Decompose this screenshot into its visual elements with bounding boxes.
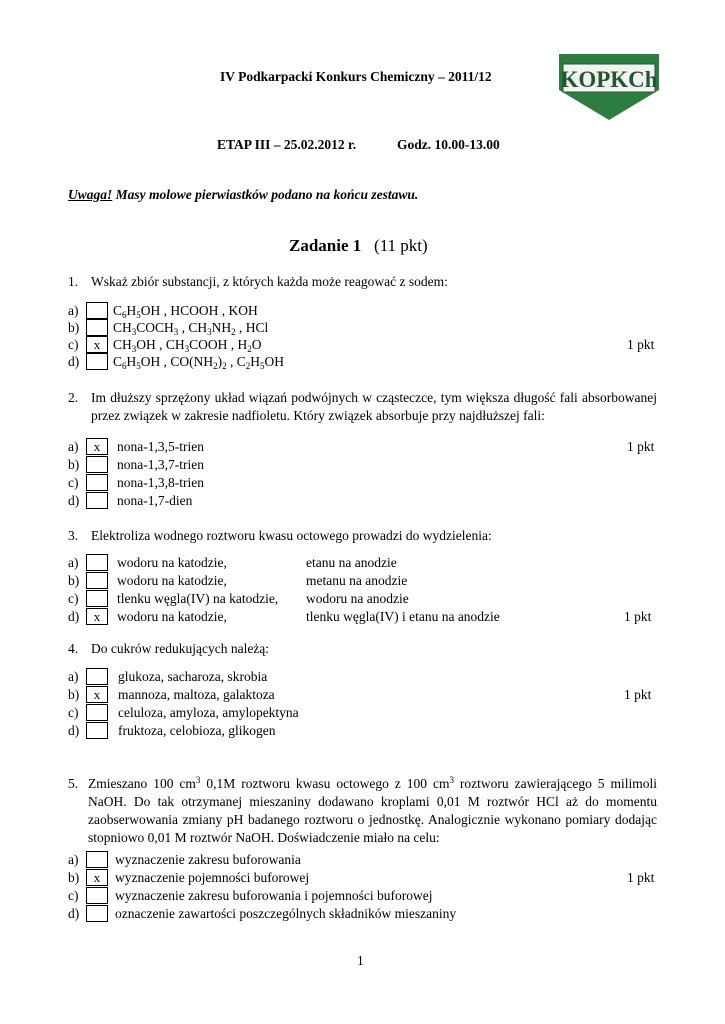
page-number: 1 bbox=[357, 953, 364, 968]
q4-checkbox-b[interactable]: x bbox=[86, 686, 108, 703]
q3-option-c-cathode: tlenku węgla(IV) na katodzie, bbox=[117, 591, 279, 606]
q4-letter-b: b) bbox=[68, 687, 80, 702]
q1-letter-c: c) bbox=[68, 337, 79, 352]
q2-checkbox-b[interactable] bbox=[86, 456, 108, 473]
kopkch-logo bbox=[557, 54, 661, 120]
warning-label: Uwaga! bbox=[68, 187, 113, 202]
q4-checkbox-d[interactable] bbox=[86, 722, 108, 739]
q3-option-c-anode: wodoru na anodzie bbox=[306, 591, 409, 606]
task-title: Zadanie 1 bbox=[289, 236, 362, 255]
q2-checkbox-a[interactable]: x bbox=[86, 438, 108, 455]
stage-info: ETAP III – 25.02.2012 r. bbox=[217, 137, 357, 152]
q2-option-b: nona-1,3,7-trien bbox=[117, 457, 204, 472]
q3-option-a-anode: etanu na anodzie bbox=[306, 555, 397, 570]
q2-letter-c: c) bbox=[68, 475, 79, 490]
q2-points: 1 pkt bbox=[627, 439, 655, 454]
q4-option-d: fruktoza, celobioza, glikogen bbox=[118, 723, 276, 738]
q5-option-b: wyznaczenie pojemności buforowej bbox=[115, 870, 310, 885]
q4-option-c: celuloza, amyloza, amylopektyna bbox=[118, 705, 299, 720]
q4-points: 1 pkt bbox=[624, 687, 652, 702]
q2-letter-d: d) bbox=[68, 493, 80, 508]
q5-points: 1 pkt bbox=[627, 870, 655, 885]
q2-option-c: nona-1,3,8-trien bbox=[117, 475, 204, 490]
q2-text: Im dłuższy sprzężony układ wiązań podwójnych w cząsteczce, tym większa długość fali absorbowanej przez związek w zakresie nadfioletu. Który związek absorbuje przy najdłuższej fali: bbox=[91, 390, 657, 423]
competition-title: IV Podkarpacki Konkurs Chemiczny – 2011/12 bbox=[220, 69, 492, 84]
q5-number: 5. bbox=[68, 776, 79, 791]
warning-text: Masy molowe pierwiastków podano na końcu zestawu. bbox=[112, 187, 419, 202]
q4-letter-a: a) bbox=[68, 669, 79, 684]
q5-text: Zmieszano 100 $cm^3$ 0,1M roztworu kwasu octowego z 100 $cm^3$ roztworu zawierającego 5 milimoli NaOH. Do tak otrzymanej mieszaniny dodawano kroplami 0,01 M roztwór HCl aż do momentu zaobserwowania zmiany pH badanego roztworu o jednostkę. Analogicznie wykonano pomiary dodając stopniowo 0,01 M roztwór NaOH. Doświadczenie miało na celu: bbox=[88, 775, 657, 845]
q3-checkbox-c[interactable] bbox=[86, 590, 108, 607]
q1-checkbox-b[interactable] bbox=[86, 319, 108, 336]
q3-text: Elektroliza wodnego roztworu kwasu octowego prowadzi do wydzielenia: bbox=[91, 528, 492, 543]
q5-letter-a: a) bbox=[68, 852, 79, 867]
q5-option-a: wyznaczenie zakresu buforowania bbox=[115, 852, 301, 867]
q4-checkbox-a[interactable] bbox=[86, 668, 108, 685]
exam-hours: Godz. 10.00-13.00 bbox=[397, 137, 500, 152]
q3-option-a-cathode: wodoru na katodzie, bbox=[117, 555, 227, 570]
q2-number: 2. bbox=[68, 390, 79, 405]
q4-text: Do cukrów redukujących należą: bbox=[91, 641, 270, 656]
q3-option-d-anode: tlenku węgla(IV) i etanu na anodzie bbox=[306, 609, 500, 624]
q1-letter-d: d) bbox=[68, 354, 80, 369]
q1-checkbox-a[interactable] bbox=[86, 302, 108, 319]
q3-letter-c: c) bbox=[68, 591, 79, 606]
q5-checkbox-c[interactable] bbox=[86, 887, 108, 904]
q1-option-d: $C_6H_5OH$ , $CO(NH_2)_2$ , $C_2H_5OH$ bbox=[113, 354, 285, 371]
svg-text:KOPKCh: KOPKCh bbox=[560, 67, 658, 92]
q3-letter-a: a) bbox=[68, 555, 79, 570]
q2-checkbox-d[interactable] bbox=[86, 492, 108, 509]
q3-points: 1 pkt bbox=[624, 609, 652, 624]
q2-option-d: nona-1,7-dien bbox=[117, 493, 193, 508]
q5-letter-c: c) bbox=[68, 888, 79, 903]
q4-option-b: mannoza, maltoza, galaktoza bbox=[118, 687, 275, 702]
q5-checkbox-d[interactable] bbox=[86, 905, 108, 922]
q1-text: Wskaż zbiór substancji, z których każda może reagować z sodem: bbox=[91, 274, 448, 289]
warning-note bbox=[68, 186, 418, 204]
q3-number: 3. bbox=[68, 528, 79, 543]
q3-checkbox-b[interactable] bbox=[86, 572, 108, 589]
q3-option-b-anode: metanu na anodzie bbox=[306, 573, 408, 588]
q2-letter-b: b) bbox=[68, 457, 80, 472]
q1-checkbox-d[interactable] bbox=[86, 353, 108, 370]
q4-checkbox-c[interactable] bbox=[86, 704, 108, 721]
q4-letter-c: c) bbox=[68, 705, 79, 720]
q1-option-c: $CH_3OH$ , $CH_3COOH$ , $H_2O$ bbox=[113, 337, 262, 354]
q1-option-a: $C_6H_5OH$ , HCOOH , KOH bbox=[113, 303, 258, 320]
q5-checkbox-b[interactable]: x bbox=[86, 869, 108, 886]
q1-letter-a: a) bbox=[68, 303, 79, 318]
q5-checkbox-a[interactable] bbox=[86, 851, 108, 868]
q2-letter-a: a) bbox=[68, 439, 79, 454]
q1-option-b: $CH_3COCH_3$ , $CH_3NH_2$ , HCl bbox=[113, 320, 269, 337]
q5-letter-d: d) bbox=[68, 906, 80, 921]
q4-letter-d: d) bbox=[68, 723, 80, 738]
q5-option-c: wyznaczenie zakresu buforowania i pojemności buforowej bbox=[115, 888, 433, 903]
q3-letter-b: b) bbox=[68, 573, 80, 588]
q3-option-d-cathode: wodoru na katodzie, bbox=[117, 609, 227, 624]
q1-points: 1 pkt bbox=[627, 337, 655, 352]
q1-checkbox-c[interactable]: x bbox=[86, 336, 108, 353]
q3-checkbox-a[interactable] bbox=[86, 554, 108, 571]
q1-letter-b: b) bbox=[68, 320, 80, 335]
q2-checkbox-c[interactable] bbox=[86, 474, 108, 491]
q2-option-a: nona-1,3,5-trien bbox=[117, 439, 204, 454]
q3-letter-d: d) bbox=[68, 609, 80, 624]
task-heading bbox=[289, 236, 428, 256]
q3-checkbox-d[interactable]: x bbox=[86, 608, 108, 625]
q5-option-d: oznaczenie zawartości poszczególnych składników mieszaniny bbox=[115, 906, 457, 921]
q3-option-b-cathode: wodoru na katodzie, bbox=[117, 573, 227, 588]
q4-option-a: glukoza, sacharoza, skrobia bbox=[118, 669, 268, 684]
q4-number: 4. bbox=[68, 641, 79, 656]
q5-letter-b: b) bbox=[68, 870, 80, 885]
q1-number: 1. bbox=[68, 274, 79, 289]
task-points: (11 pkt) bbox=[374, 236, 428, 255]
